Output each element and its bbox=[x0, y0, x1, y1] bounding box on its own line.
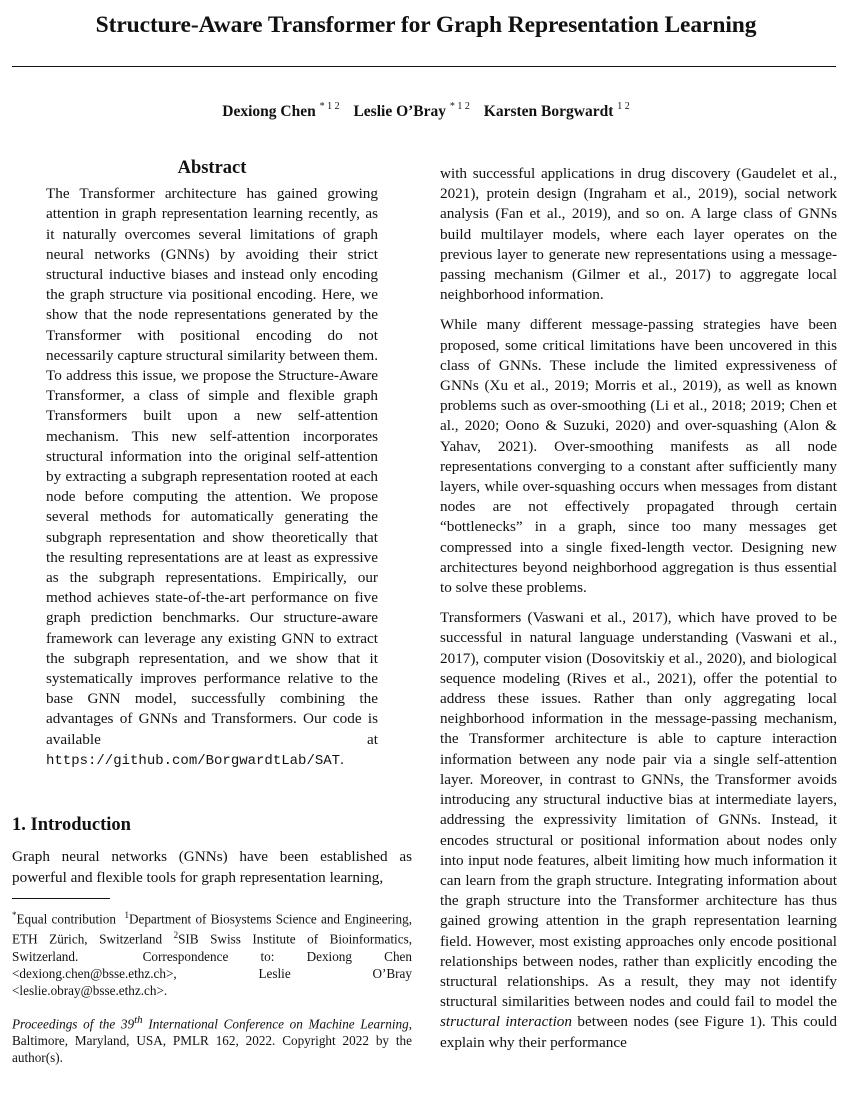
emphasis-text: structural interaction bbox=[440, 1013, 572, 1031]
title-rule bbox=[12, 66, 836, 67]
abstract-heading: Abstract bbox=[177, 158, 247, 178]
author-name: Leslie O’Bray bbox=[353, 103, 447, 120]
footnote-rule bbox=[12, 898, 110, 899]
proceedings-prefix: Proceedings of the 39 bbox=[12, 1015, 135, 1031]
affiliation-2-mark: 2 bbox=[173, 930, 179, 941]
correspondence: Correspondence to: Dexiong Chen <dexiong.chen@bsse.ethz.ch>, Leslie O’Bray <leslie.obray@bsse.ethz.ch>. bbox=[12, 948, 412, 999]
proceedings-details: , Baltimore, Maryland, USA, PMLR 162, 2022. Copyright 2022 by the author(s). bbox=[12, 1015, 412, 1066]
right-column bbox=[440, 164, 837, 1063]
author-1 bbox=[222, 103, 339, 120]
introduction-paragraph: Graph neural networks (GNNs) have been established as powerful and flexible tools for graph representation learning, bbox=[12, 848, 412, 886]
intro-paragraph-transformers bbox=[440, 608, 837, 1052]
affiliation-1-mark: 1 bbox=[124, 909, 129, 920]
affiliation-1: Department of Biosystems Science and Engineering, ETH Zürich, Switzerland bbox=[12, 911, 412, 947]
abstract-end: . bbox=[340, 750, 344, 768]
author-name: Dexiong Chen bbox=[222, 103, 316, 120]
transformers-text-end: between nodes (see Figure 1). This could explain why their performance bbox=[440, 1013, 837, 1051]
author-affiliation-marks: 1 2 bbox=[617, 101, 630, 112]
author-affiliation-marks: * 1 2 bbox=[319, 101, 340, 112]
proceedings-ordinal: th bbox=[134, 1013, 143, 1026]
abstract-body bbox=[46, 184, 378, 771]
transformers-text: Transformers (Vaswani et al., 2017), which have proved to be successful in natural language understanding (Vaswani et al., 2017), computer vision (Dosovitskiy et al., 2020), and biological sequence modeling (Rives et al., 2021), offer the potential to address these issues. Rather than only aggregating local neighborhood information in the message-passing mechanism, the Transformer architecture is able to capture interaction information between any node pair via a single self-attention layer. Moreover, in contrast to GNNs, the Transformer avoids introducing any structural inductive bias at intermediate layers, addressing the expressivity limitation of GNNs. Instead, it encodes structural or positional information about nodes only into input node features, albeit limiting how much information it can learn from the graph structure. Integrating information about the graph structure into the Transformer architecture has thus gained growing attention in the graph representation learning field. However, most existing approaches only encode positional relationships between nodes, rather than explicitly encoding the structural relationships. As a result, they may not identify structural similarities between nodes and could fail to model the bbox=[440, 609, 837, 1011]
paper-title: Structure-Aware Transformer for Graph Representation Learning bbox=[95, 12, 757, 38]
intro-paragraph-continued: with successful applications in drug discovery (Gaudelet et al., 2021), protein design (Ingraham et al., 2019), social network analysis (Fan et al., 2019), and so on. A large class of GNNs build multilayer models, where each layer operates on the previous layer to generate new representations using a message-passing mechanism (Gilmer et al., 2017) to aggregate local neighborhood information. bbox=[440, 165, 837, 304]
left-column bbox=[12, 156, 412, 1067]
author-2 bbox=[353, 103, 469, 120]
proceedings-note bbox=[12, 1012, 412, 1067]
conference-name: International Conference on Machine Learning bbox=[148, 1015, 409, 1031]
equal-contribution-note: Equal contribution bbox=[16, 911, 116, 927]
author-3 bbox=[484, 103, 630, 120]
intro-paragraph-limitations: While many different message-passing strategies have been proposed, some critical limitations have been uncovered in this class of GNNs. These include the limited expressiveness of GNNs (Xu et al., 2019; Morris et al., 2019), as well as known problems such as over-smoothing (Li et al., 2018; 2019; Chen et al., 2020; Oono & Suzuki, 2020) and over-squashing (Alon & Yahav, 2021). Over-smoothing manifests as all node representations converging to a constant after sufficiently many layers, while over-squashing occurs when messages from distant nodes are not effectively propagated through certain “bottlenecks” in a graph, since too many messages get compressed into a single fixed-length vector. Designing new architectures beyond neighborhood aggregation is thus essential to solve these problems. bbox=[440, 316, 837, 597]
author-name: Karsten Borgwardt bbox=[483, 103, 614, 120]
affiliation-2: SIB Swiss Institute of Bioinformatics, Switzerland. bbox=[12, 931, 412, 964]
abstract-text: The Transformer architecture has gained growing attention in graph representation learning recently, as it naturally overcomes several limitations of graph neural networks (GNNs) by avoiding their strict structural inductive biases and instead only encoding the graph structure via positional encoding. Here, we show that the node representations generated by the Transformer with positional encoding do not necessarily capture structural similarity between them. To address this issue, we propose the Structure-Aware Transformer, a class of simple and flexible graph Transformers built upon a new self-attention mechanism. This new self-attention incorporates structural information into the original self-attention by extracting a subgraph representation rooted at each node before computing the attention. We propose several methods for automatically generating the subgraph representation and show theoretically that the resulting representations are at least as expressive as the subgraph representations. Empirically, our method achieves state-of-the-art performance on five graph prediction benchmarks. Our structure-aware framework can leverage any existing GNN to extract the subgraph representation, and we show that it systematically improves performance relative to the base GNN model, successfully combining the advantages of GNNs and Transformers. Our code is available at bbox=[46, 185, 378, 748]
code-url-link[interactable]: https://github.com/BorgwardtLab/SAT bbox=[46, 752, 341, 769]
author-list bbox=[0, 103, 852, 121]
introduction-heading: 1. Introduction bbox=[12, 815, 131, 836]
equal-contribution-mark: * bbox=[12, 909, 17, 920]
affiliation-footnote bbox=[12, 907, 412, 1000]
author-affiliation-marks: * 1 2 bbox=[449, 101, 470, 112]
